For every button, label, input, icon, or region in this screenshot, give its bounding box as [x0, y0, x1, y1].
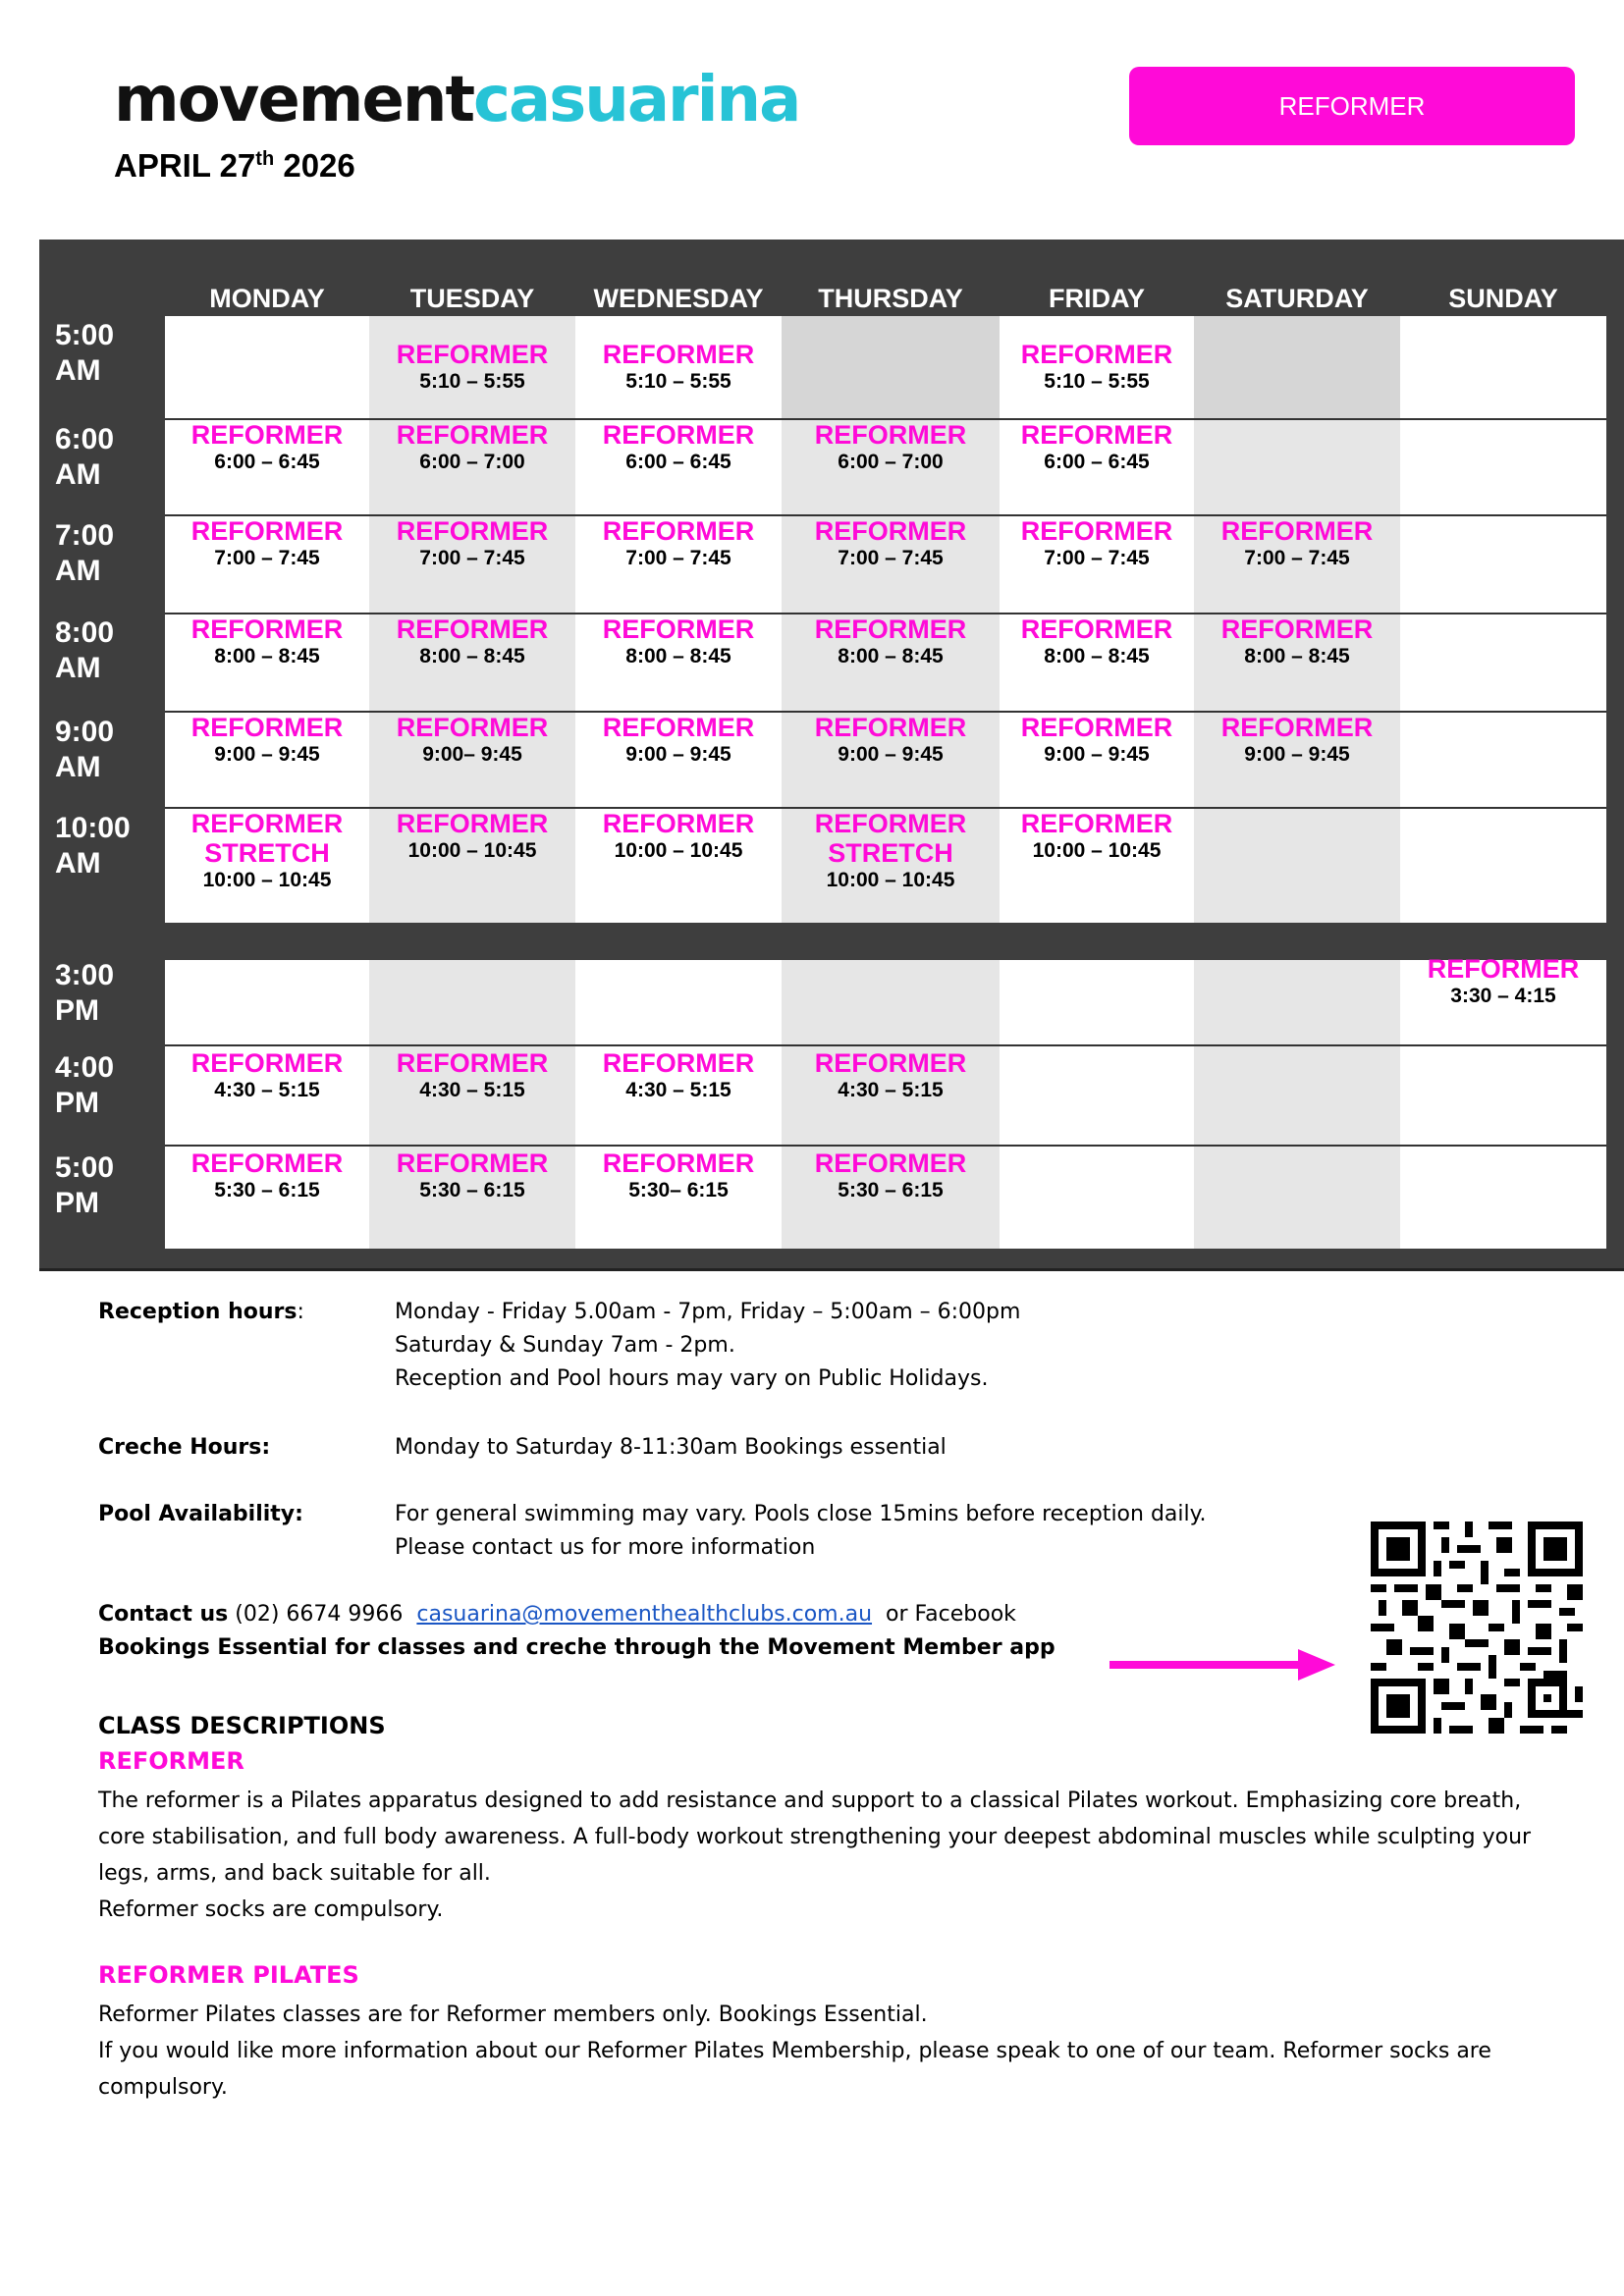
- time-label: 4:00 PM: [55, 1051, 115, 1119]
- time-label: 10:00 AM: [55, 812, 131, 880]
- time-label: 5:00 AM: [55, 319, 115, 387]
- column-shade: [1194, 316, 1400, 1249]
- arrow-right-icon: [1110, 1647, 1335, 1682]
- class-slot[interactable]: REFORMER 7:00 – 7:45: [1020, 516, 1173, 569]
- class-slot[interactable]: REFORMER 5:10 – 5:55: [1020, 340, 1173, 393]
- time-label: 5:00 PM: [55, 1151, 115, 1219]
- time-label: 8:00 AM: [55, 616, 115, 684]
- class-slot[interactable]: REFORMER 4:30 – 5:15: [814, 1048, 967, 1101]
- class-slot[interactable]: REFORMER 4:30 – 5:15: [602, 1048, 755, 1101]
- class-slot[interactable]: REFORMER 8:00 – 8:45: [396, 614, 549, 667]
- reformer-description: [98, 1783, 1532, 1928]
- time-label: 3:00 PM: [55, 959, 115, 1027]
- class-slot[interactable]: REFORMER 9:00 – 9:45: [602, 713, 755, 766]
- bookings-note: Bookings Essential for classes and creche through the Movement Member app: [98, 1635, 1056, 1660]
- day-header-tuesday: TUESDAY: [409, 283, 535, 313]
- time-label: 9:00 AM: [55, 716, 115, 783]
- class-slot[interactable]: REFORMER 5:30 – 6:15: [190, 1148, 344, 1201]
- reformer-socks-note: Reformer socks are compulsory.: [98, 1897, 444, 1922]
- class-slot[interactable]: REFORMER 6:00 – 6:45: [602, 420, 755, 473]
- class-slot[interactable]: REFORMER 4:30 – 5:15: [190, 1048, 344, 1101]
- date-main: APRIL 27: [114, 147, 256, 184]
- reception-hours-text: Monday - Friday 5.00am - 7pm, Friday – 5:00am – 6:00pm Saturday & Sunday 7am - 2pm. Reception and Pool hours may vary on Public Holidays.: [395, 1300, 1021, 1391]
- day-header-thursday: THURSDAY: [818, 283, 963, 313]
- reformer-pilates-membership-note: If you would like more information about our Reformer Pilates Membership, please speak to one of our team. Reformer socks are compulsory.: [98, 2039, 1491, 2100]
- date-suffix: th: [255, 148, 275, 170]
- class-slot[interactable]: REFORMER 8:00 – 8:45: [814, 614, 967, 667]
- qr-code[interactable]: [1371, 1522, 1583, 1734]
- class-slot[interactable]: REFORMER 5:30– 6:15: [602, 1148, 755, 1201]
- class-slot[interactable]: REFORMER 7:00 – 7:45: [190, 516, 344, 569]
- class-slot[interactable]: REFORMER 5:30 – 6:15: [396, 1148, 549, 1201]
- class-slot[interactable]: REFORMER 5:10 – 5:55: [602, 340, 755, 393]
- program-badge: REFORMER: [1129, 67, 1575, 145]
- contact-line: Contact us (02) 6674 9966 casuarina@movementhealthclubs.com.au or Facebook: [98, 1602, 1016, 1627]
- reformer-description-text: The reformer is a Pilates apparatus designed to add resistance and support to a classical Pilates workout. Emphasizing core breath, core stabilisation, and full body awareness. A full-body workout strengthening your deepest abdominal muscles while sculpting your legs, arms, and back suitable for all.: [98, 1789, 1532, 1886]
- class-slot[interactable]: REFORMER 9:00 – 9:45: [814, 713, 967, 766]
- day-header-sunday: SUNDAY: [1448, 283, 1558, 313]
- row-divider: [165, 1044, 1606, 1046]
- class-slot[interactable]: REFORMER 3:30 – 4:15: [1427, 954, 1580, 1007]
- class-slot[interactable]: REFORMER 8:00 – 8:45: [190, 614, 344, 667]
- day-header-saturday: SATURDAY: [1225, 283, 1369, 313]
- reformer-description-title: REFORMER: [98, 1747, 244, 1775]
- time-label: 7:00 AM: [55, 519, 115, 587]
- class-slot[interactable]: REFORMER 6:00 – 7:00: [814, 420, 967, 473]
- timetable-grid: [165, 316, 1606, 1249]
- class-slot[interactable]: REFORMER 6:00 – 6:45: [190, 420, 344, 473]
- day-header-friday: FRIDAY: [1048, 283, 1146, 313]
- pool-availability-label: Pool Availability:: [98, 1502, 303, 1526]
- timetable: [39, 240, 1624, 1271]
- time-label: 6:00 AM: [55, 423, 115, 491]
- class-slot[interactable]: REFORMER 4:30 – 5:15: [396, 1048, 549, 1101]
- class-slot[interactable]: REFORMER 10:00 – 10:45: [1020, 809, 1173, 862]
- pool-availability-text: For general swimming may vary. Pools close 15mins before reception daily. Please contact us for more information: [395, 1502, 1207, 1560]
- class-slot[interactable]: REFORMER 5:30 – 6:15: [814, 1148, 967, 1201]
- creche-hours-label: Creche Hours:: [98, 1435, 271, 1460]
- midday-break-bar: [165, 923, 1606, 960]
- class-slot[interactable]: REFORMER 7:00 – 7:45: [1220, 516, 1374, 569]
- class-slot[interactable]: REFORMER 9:00 – 9:45: [1020, 713, 1173, 766]
- contact-email-link[interactable]: casuarina@movementhealthclubs.com.au: [416, 1602, 873, 1627]
- brand-logo: [114, 64, 800, 136]
- class-slot[interactable]: REFORMER 8:00 – 8:45: [602, 614, 755, 667]
- class-slot[interactable]: REFORMER STRETCH 10:00 – 10:45: [814, 809, 967, 891]
- class-slot[interactable]: REFORMER 9:00– 9:45: [396, 713, 549, 766]
- timetable-date: [114, 147, 355, 185]
- class-slot[interactable]: REFORMER 10:00 – 10:45: [602, 809, 755, 862]
- reformer-pilates-text: Reformer Pilates classes are for Reformer members only. Bookings Essential.: [98, 2002, 928, 2027]
- reformer-pilates-description: [98, 1997, 1532, 2106]
- reception-hours-label: Reception hours:: [98, 1300, 304, 1324]
- class-slot[interactable]: REFORMER 8:00 – 8:45: [1220, 614, 1374, 667]
- class-slot[interactable]: REFORMER 9:00 – 9:45: [190, 713, 344, 766]
- reformer-pilates-title: REFORMER PILATES: [98, 1961, 359, 1989]
- brand-logo-part1: movement: [114, 64, 474, 136]
- day-header-wednesday: WEDNESDAY: [593, 283, 764, 313]
- class-slot[interactable]: REFORMER 7:00 – 7:45: [814, 516, 967, 569]
- class-slot[interactable]: REFORMER 7:00 – 7:45: [602, 516, 755, 569]
- row-divider: [165, 1145, 1606, 1147]
- cell-empty-shade: [782, 316, 1000, 418]
- class-slot[interactable]: REFORMER 5:10 – 5:55: [396, 340, 549, 393]
- class-slot[interactable]: REFORMER STRETCH 10:00 – 10:45: [190, 809, 344, 891]
- brand-logo-part2: casuarina: [473, 64, 800, 136]
- class-slot[interactable]: REFORMER 6:00 – 7:00: [396, 420, 549, 473]
- class-slot[interactable]: REFORMER 8:00 – 8:45: [1020, 614, 1173, 667]
- creche-hours-text: Monday to Saturday 8-11:30am Bookings essential: [395, 1435, 947, 1460]
- class-slot[interactable]: REFORMER 10:00 – 10:45: [396, 809, 549, 862]
- class-slot[interactable]: REFORMER 9:00 – 9:45: [1220, 713, 1374, 766]
- day-header-monday: MONDAY: [209, 283, 325, 313]
- class-descriptions-heading: CLASS DESCRIPTIONS: [98, 1712, 386, 1739]
- cell-empty-shade: [1194, 316, 1400, 418]
- class-slot[interactable]: REFORMER 6:00 – 6:45: [1020, 420, 1173, 473]
- class-slot[interactable]: REFORMER 7:00 – 7:45: [396, 516, 549, 569]
- date-year: 2026: [274, 147, 355, 184]
